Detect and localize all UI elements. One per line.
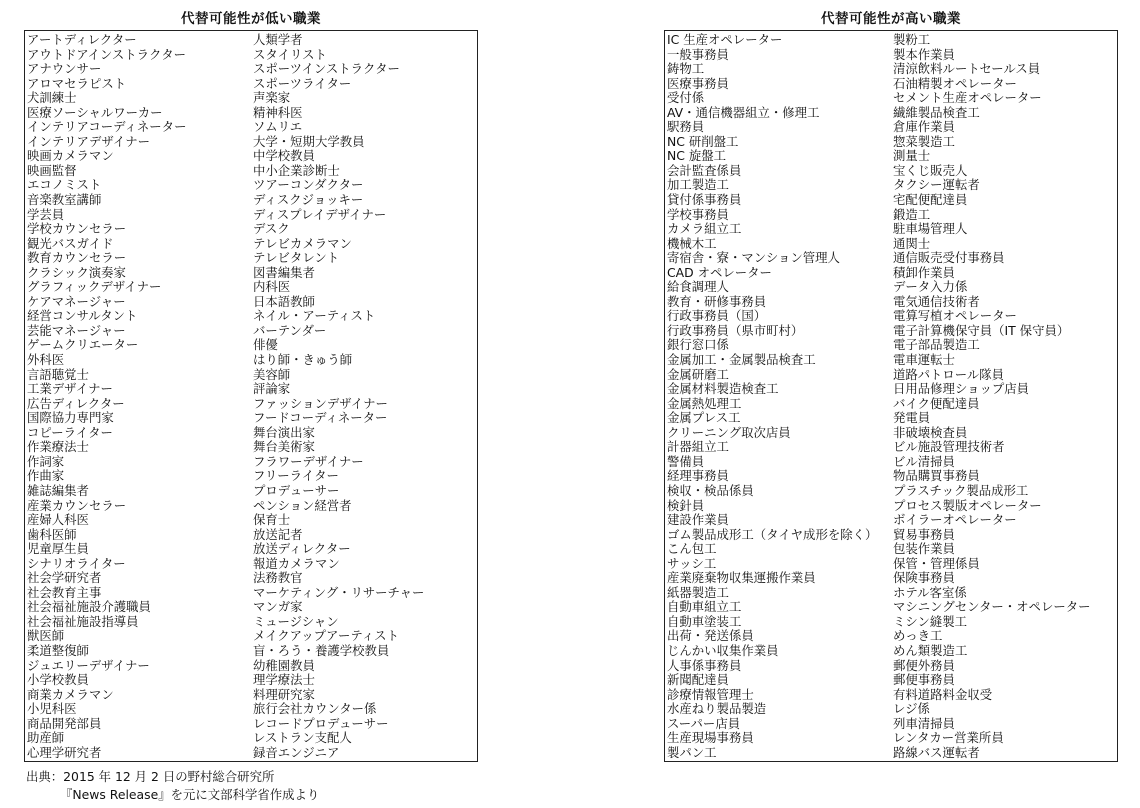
occupation-item: 日本語教師 <box>253 293 315 309</box>
occupation-item: 金属材料製造検査工 <box>667 381 779 397</box>
high-replaceability-list-box <box>664 30 1118 762</box>
occupation-item: ファッションデザイナー <box>253 395 388 411</box>
occupation-item: 工業デザイナー <box>27 381 113 397</box>
occupation-item: 料理研究家 <box>253 686 315 702</box>
occupation-item: タクシー運転者 <box>893 177 980 193</box>
occupation-item: 行政事務員（国） <box>667 308 767 324</box>
occupation-item: ソムリエ <box>253 119 303 135</box>
occupation-item: ゲームクリエーター <box>27 337 139 353</box>
occupation-item: マーケティング・リサーチャー <box>253 584 425 600</box>
occupation-item: バーテンダー <box>253 322 327 338</box>
occupation-item: クリーニング取次店員 <box>667 424 791 440</box>
occupation-item: 獣医師 <box>27 628 65 644</box>
occupation-item: 小児科医 <box>27 701 77 717</box>
occupation-item: ケアマネージャー <box>27 293 126 309</box>
occupation-item: NC 研削盤工 <box>667 133 739 149</box>
low-replaceability-list-box <box>24 30 478 762</box>
occupation-item: 積卸作業員 <box>893 264 955 280</box>
low-replaceability-panel <box>24 8 478 762</box>
occupation-item: 駅務員 <box>667 119 705 135</box>
occupation-item: 包装作業員 <box>893 541 955 557</box>
occupation-item: 検針員 <box>667 497 705 513</box>
occupation-item: マンガ家 <box>253 599 303 615</box>
occupation-item: サッシ工 <box>667 555 717 571</box>
occupation-item: 郵便事務員 <box>893 672 955 688</box>
occupation-item: 列車清掃員 <box>893 715 955 731</box>
occupation-item: 宝くじ販売人 <box>893 162 968 178</box>
occupation-item: 商品開発部員 <box>27 715 102 731</box>
occupation-item: 社会福祉施設介護職員 <box>27 599 151 615</box>
occupation-item: 作詞家 <box>27 453 65 469</box>
occupation-item: ミシン縫製工 <box>893 613 968 629</box>
occupation-item: 道路パトロール隊員 <box>893 366 1005 382</box>
occupation-item: 雑誌編集者 <box>27 482 89 498</box>
occupation-item: 日用品修理ショップ店員 <box>893 381 1030 397</box>
occupation-item: スポーツインストラクター <box>253 61 400 77</box>
low-list-column-1 <box>27 33 186 760</box>
occupation-item: NC 旋盤工 <box>667 148 727 164</box>
occupation-item: 受付係 <box>667 90 705 106</box>
occupation-item: スタイリスト <box>253 46 327 62</box>
occupation-item: 路線バス運転者 <box>893 744 980 760</box>
occupation-item: こん包工 <box>667 541 717 557</box>
occupation-item: プロセス製版オペレーター <box>893 497 1042 513</box>
occupation-item: データ入力係 <box>893 279 968 295</box>
occupation-item: アロマセラピスト <box>27 75 127 91</box>
occupation-item: 図書編集者 <box>253 264 315 280</box>
occupation-item: 製パン工 <box>667 744 717 760</box>
occupation-item: 美容師 <box>253 366 291 382</box>
occupation-item: 心理学研究者 <box>27 744 102 760</box>
occupation-item: 倉庫作業員 <box>893 119 955 135</box>
occupation-item: 検収・検品係員 <box>667 482 754 498</box>
occupation-item: 会計監査係員 <box>667 162 742 178</box>
occupation-item: エコノミスト <box>27 177 102 193</box>
occupation-item: 電算写植オペレーター <box>893 308 1017 324</box>
occupation-item: 精神科医 <box>253 104 303 120</box>
occupation-item: ジュエリーデザイナー <box>27 657 150 673</box>
occupation-item: 放送ディレクター <box>253 541 351 557</box>
occupation-item: 外科医 <box>27 352 65 368</box>
occupation-item: 産業カウンセラー <box>27 497 127 513</box>
occupation-item: 声楽家 <box>253 90 291 106</box>
occupation-item: 放送記者 <box>253 526 303 542</box>
occupation-item: 自動車組立工 <box>667 599 742 615</box>
occupation-item: 計器組立工 <box>667 439 729 455</box>
occupation-item: 鍛造工 <box>893 206 931 222</box>
source-line-1: 出典：2015 年 12 月 2 日の野村総合研究所 <box>26 769 275 784</box>
occupation-item: 国際協力専門家 <box>27 410 114 426</box>
occupation-item: 銀行窓口係 <box>667 337 729 353</box>
occupation-item: 警備員 <box>667 453 705 469</box>
occupation-item: 生産現場事務員 <box>667 730 754 746</box>
occupation-item: 電子計算機保守員（IT 保守員） <box>893 322 1070 338</box>
occupation-item: 映画監督 <box>27 162 77 178</box>
occupation-item: テレビタレント <box>253 250 340 266</box>
occupation-item: プロデューサー <box>253 482 340 498</box>
occupation-item: 評論家 <box>253 381 291 397</box>
occupation-item: ディスクジョッキー <box>253 192 364 208</box>
occupation-item: 一般事務員 <box>667 46 729 62</box>
occupation-item: 通信販売受付事務員 <box>893 250 1005 266</box>
occupation-item: 俳優 <box>253 337 278 353</box>
occupation-item: 作業療法士 <box>27 439 89 455</box>
occupation-item: ゴム製品成形工（タイヤ成形を除く） <box>667 526 878 542</box>
occupation-item: ビル施設管理技術者 <box>893 439 1005 455</box>
occupation-item: スーパー店員 <box>667 715 741 731</box>
low-list-column-2 <box>253 33 424 760</box>
occupation-item: デスク <box>253 221 290 237</box>
occupation-item: 盲・ろう・養護学校教員 <box>253 642 390 658</box>
source-line-2: 『News Release』を元に文部科学省作成より <box>60 787 320 802</box>
occupation-item: 鋳物工 <box>667 61 705 77</box>
occupation-item: ディスプレイデザイナー <box>253 206 387 222</box>
occupation-item: 電車運転士 <box>893 352 955 368</box>
occupation-item: 保険事務員 <box>893 570 955 586</box>
occupation-item: 有料道路料金収受 <box>893 686 993 702</box>
occupation-item: 芸能マネージャー <box>27 322 126 338</box>
high-replaceability-panel <box>664 8 1118 762</box>
occupation-item: 紙器製造工 <box>667 584 729 600</box>
occupation-item: 産業廃棄物収集運搬作業員 <box>667 570 816 586</box>
occupation-item: 舞台演出家 <box>253 424 315 440</box>
occupation-item: 医療事務員 <box>667 75 729 91</box>
occupation-item: 建設作業員 <box>667 512 729 528</box>
occupation-item: 学校カウンセラー <box>27 221 127 237</box>
occupation-item: アナウンサー <box>27 61 102 77</box>
occupation-item: 児童厚生員 <box>27 541 89 557</box>
occupation-item: メイクアップアーティスト <box>253 628 399 644</box>
occupation-item: 大学・短期大学教員 <box>253 133 365 149</box>
occupation-item: 製粉工 <box>893 32 931 47</box>
low-replaceability-title: 代替可能性が低い職業 <box>181 11 321 27</box>
occupation-item: テレビカメラマン <box>253 235 352 251</box>
occupation-item: ホテル客室係 <box>893 584 967 600</box>
occupation-item: 犬訓練士 <box>27 90 77 106</box>
occupation-item: 社会福祉施設指導員 <box>27 613 139 629</box>
occupation-item: 幼稚園教員 <box>253 657 315 673</box>
occupation-item: 行政事務員（県市町村） <box>667 322 804 338</box>
occupation-item: 経理事務員 <box>667 468 729 484</box>
occupation-item: コピーライター <box>27 424 113 440</box>
occupation-item: 内科医 <box>253 279 291 295</box>
occupation-item: 歯科医師 <box>27 526 77 542</box>
occupation-item: 加工製造工 <box>667 177 729 193</box>
occupation-item: 医療ソーシャルワーカー <box>27 104 163 120</box>
occupation-item: フードコーディネーター <box>253 410 388 426</box>
occupation-item: ネイル・アーティスト <box>253 308 376 324</box>
occupation-item: 給食調理人 <box>667 279 729 295</box>
high-list-column-2 <box>893 33 1091 760</box>
occupation-item: 宅配便配達員 <box>893 192 968 208</box>
high-list-column-1 <box>667 33 877 760</box>
occupation-item: マシニングセンター・オペレーター <box>893 599 1091 615</box>
occupation-item: 物品購買事務員 <box>893 468 980 484</box>
occupation-item: ボイラーオペレーター <box>893 512 1017 528</box>
occupation-item: ミュージシャン <box>253 613 339 629</box>
occupation-item: 音楽教室講師 <box>27 192 102 208</box>
occupation-item: めっき工 <box>893 628 943 644</box>
occupation-item: レストラン支配人 <box>253 730 352 746</box>
occupation-item: AV・通信機器組立・修理工 <box>667 104 820 120</box>
occupation-item: フラワーデザイナー <box>253 453 364 469</box>
occupation-item: 発電員 <box>893 410 931 426</box>
occupation-item: ペンション経営者 <box>253 497 352 513</box>
occupation-item: 通関士 <box>893 235 931 251</box>
occupation-item: 産婦人科医 <box>27 512 89 528</box>
occupation-item: クラシック演奏家 <box>27 264 126 280</box>
occupation-item: 金属プレス工 <box>667 410 741 426</box>
occupation-item: 人事係事務員 <box>667 657 742 673</box>
occupation-item: 作曲家 <box>27 468 65 484</box>
source-note <box>26 768 319 804</box>
occupation-item: 社会教育主事 <box>27 584 102 600</box>
occupation-item: IC 生産オペレーター <box>667 32 783 47</box>
occupation-item: 寄宿舎・寮・マンション管理人 <box>667 250 840 266</box>
occupation-item: 学校事務員 <box>667 206 729 222</box>
occupation-item: 観光バスガイド <box>27 235 114 251</box>
occupation-item: バイク便配達員 <box>893 395 980 411</box>
occupation-item: スポーツライター <box>253 75 352 91</box>
occupation-item: 機械木工 <box>667 235 717 251</box>
occupation-item: 中学校教員 <box>253 148 315 164</box>
occupation-item: 貿易事務員 <box>893 526 955 542</box>
occupation-item: 人類学者 <box>253 32 303 47</box>
occupation-item: 社会学研究者 <box>27 570 102 586</box>
occupation-item: 広告ディレクター <box>27 395 125 411</box>
occupation-item: 電子部品製造工 <box>893 337 980 353</box>
occupation-item: アートディレクター <box>27 32 137 47</box>
occupation-item: 映画カメラマン <box>27 148 114 164</box>
occupation-item: 金属加工・金属製品検査工 <box>667 352 816 368</box>
occupation-item: 商業カメラマン <box>27 686 114 702</box>
occupation-item: 小学校教員 <box>27 672 89 688</box>
occupation-item: ツアーコンダクター <box>253 177 364 193</box>
occupation-item: 金属熱処理工 <box>667 395 742 411</box>
occupation-item: プラスチック製品成形工 <box>893 482 1029 498</box>
occupation-item: カメラ組立工 <box>667 221 742 237</box>
occupation-item: 非破壊検査員 <box>893 424 968 440</box>
occupation-item: アウトドアインストラクター <box>27 46 186 62</box>
occupation-item: 貸付係事務員 <box>667 192 742 208</box>
occupation-item: 製本作業員 <box>893 46 955 62</box>
occupation-item: はり師・きゅう師 <box>253 352 353 368</box>
occupation-item: 自動車塗装工 <box>667 613 742 629</box>
occupation-item: 惣菜製造工 <box>893 133 955 149</box>
occupation-item: 助産師 <box>27 730 65 746</box>
occupation-item: 清涼飲料ルートセールス員 <box>893 61 1041 77</box>
occupation-item: じんかい収集作業員 <box>667 642 779 658</box>
occupation-item: 柔道整復師 <box>27 642 89 658</box>
occupation-item: セメント生産オペレーター <box>893 90 1042 106</box>
occupation-item: 水産ねり製品製造 <box>667 701 767 717</box>
occupation-item: 保管・管理係員 <box>893 555 980 571</box>
occupation-item: 理学療法士 <box>253 672 315 688</box>
occupation-item: 言語聴覚士 <box>27 366 89 382</box>
occupation-item: ビル清掃員 <box>893 453 955 469</box>
occupation-item: 駐車場管理人 <box>893 221 968 237</box>
occupation-item: 録音エンジニア <box>253 744 340 760</box>
high-replaceability-title: 代替可能性が高い職業 <box>821 11 961 27</box>
occupation-item: 学芸員 <box>27 206 65 222</box>
occupation-item: 郵便外務員 <box>893 657 955 673</box>
occupation-item: 診療情報管理士 <box>667 686 754 702</box>
occupation-item: レンタカー営業所員 <box>893 730 1004 746</box>
occupation-item: レコードプロデューサー <box>253 715 389 731</box>
occupation-item: 電気通信技術者 <box>893 293 980 309</box>
occupation-item: 出荷・発送係員 <box>667 628 754 644</box>
occupation-item: 新聞配達員 <box>667 672 729 688</box>
occupation-item: レジ係 <box>893 701 930 717</box>
occupation-item: インテリアデザイナー <box>27 133 151 149</box>
occupation-item: 教育カウンセラー <box>27 250 127 266</box>
occupation-item: 石油精製オペレーター <box>893 75 1017 91</box>
occupation-item: CAD オペレーター <box>667 264 772 280</box>
occupation-item: フリーライター <box>253 468 339 484</box>
occupation-item: 舞台美術家 <box>253 439 315 455</box>
occupation-item: 報道カメラマン <box>253 555 340 571</box>
occupation-item: 測量士 <box>893 148 931 164</box>
occupation-item: 旅行会社カウンター係 <box>253 701 377 717</box>
occupation-item: 経営コンサルタント <box>27 308 138 324</box>
occupation-item: 法務教官 <box>253 570 303 586</box>
occupation-item: グラフィックデザイナー <box>27 279 162 295</box>
occupation-item: めん類製造工 <box>893 642 968 658</box>
occupation-item: 繊維製品検査工 <box>893 104 980 120</box>
occupation-item: 金属研磨工 <box>667 366 729 382</box>
occupation-item: 中小企業診断士 <box>253 162 340 178</box>
occupation-item: シナリオライター <box>27 555 126 571</box>
occupation-item: インテリアコーディネーター <box>27 119 187 135</box>
occupation-item: 教育・研修事務員 <box>667 293 767 309</box>
occupation-item: 保育士 <box>253 512 291 528</box>
